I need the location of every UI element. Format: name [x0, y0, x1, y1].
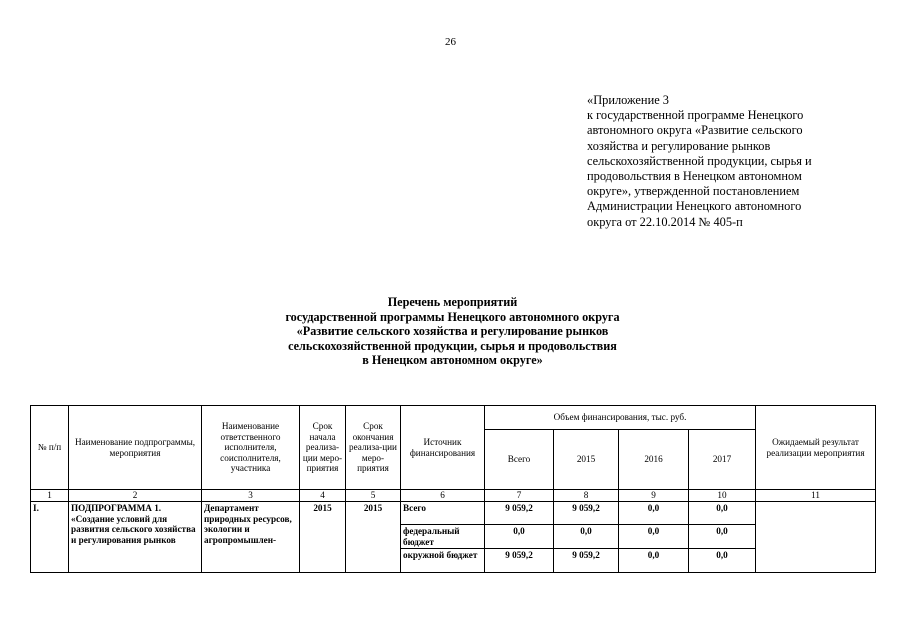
header-start: Срок начала реализа-ции меро-приятия	[300, 406, 346, 490]
value-2016: 0,0	[619, 549, 689, 573]
document-title	[200, 295, 705, 368]
appendix-line: к государственной программе Ненецкого	[587, 108, 804, 123]
value-2015: 0,0	[554, 525, 619, 549]
column-number: 5	[346, 490, 401, 502]
row-executor: Департамент природных ресурсов, экологии и агропромышлен-	[202, 502, 300, 573]
header-year-2015: 2015	[554, 430, 619, 490]
appendix-line: хозяйства и регулирование рынков	[587, 138, 771, 153]
value-2016: 0,0	[619, 525, 689, 549]
column-number: 10	[689, 490, 756, 502]
row-result	[756, 502, 876, 573]
title-line: сельскохозяйственной продукции, сырья и продовольствия	[288, 338, 617, 353]
page-number: 26	[445, 36, 456, 48]
row-num: I.	[31, 502, 69, 573]
value-total: 9 059,2	[485, 502, 554, 525]
source-label: Всего	[401, 502, 485, 525]
column-number: 9	[619, 490, 689, 502]
header-result: Ожидаемый результат реализации мероприятия	[756, 406, 876, 490]
appendix-line: округе», утвержденной постановлением	[587, 184, 800, 199]
title-line: «Развитие сельского хозяйства и регулирование рынков	[296, 324, 609, 339]
appendix-line: Администрации Ненецкого автономного	[587, 199, 802, 214]
appendix-line: автономного округа «Развитие сельского	[587, 123, 803, 138]
value-total: 9 059,2	[485, 549, 554, 573]
column-number: 11	[756, 490, 876, 502]
column-number: 6	[401, 490, 485, 502]
appendix-line: «Приложение 3	[587, 93, 669, 107]
row-end: 2015	[346, 502, 401, 573]
appendix-note	[587, 93, 887, 230]
table-row	[31, 502, 876, 525]
title-line: Перечень мероприятий	[387, 295, 518, 309]
column-number: 3	[202, 490, 300, 502]
column-number: 4	[300, 490, 346, 502]
header-executor: Наименование ответственного исполнителя, соисполнителя, участника	[202, 406, 300, 490]
header-num: № п/п	[31, 406, 69, 490]
header-funding-group: Объем финансирования, тыс. руб.	[485, 406, 756, 430]
row-name: ПОДПРОГРАММА 1. «Создание условий для развития сельского хозяйства и регулирования рынков	[69, 502, 202, 573]
header-total: Всего	[485, 430, 554, 490]
value-2017: 0,0	[689, 549, 756, 573]
value-2015: 9 059,2	[554, 502, 619, 525]
appendix-line: продовольствия в Ненецком автономном	[587, 169, 802, 184]
value-2015: 9 059,2	[554, 549, 619, 573]
value-total: 0,0	[485, 525, 554, 549]
column-number: 1	[31, 490, 69, 502]
header-end: Срок окончания реализа-ции меро-приятия	[346, 406, 401, 490]
value-2017: 0,0	[689, 525, 756, 549]
title-line: государственной программы Ненецкого автономного округа	[285, 309, 620, 324]
column-number: 7	[485, 490, 554, 502]
header-source: Источник финансирования	[401, 406, 485, 490]
appendix-line: округа от 22.10.2014 № 405-п	[587, 214, 743, 229]
header-year-2017: 2017	[689, 430, 756, 490]
value-2016: 0,0	[619, 502, 689, 525]
measures-table	[30, 405, 876, 573]
header-year-2016: 2016	[619, 430, 689, 490]
header-name: Наименование подпрограммы, мероприятия	[69, 406, 202, 490]
source-label: окружной бюджет	[401, 549, 485, 573]
column-number-row	[31, 490, 876, 502]
title-line: в Ненецком автономном округе»	[362, 353, 543, 368]
source-label: федеральный бюджет	[401, 525, 485, 549]
value-2017: 0,0	[689, 502, 756, 525]
appendix-line: сельскохозяйственной продукции, сырья и	[587, 153, 812, 168]
column-number: 8	[554, 490, 619, 502]
column-number: 2	[69, 490, 202, 502]
row-start: 2015	[300, 502, 346, 573]
